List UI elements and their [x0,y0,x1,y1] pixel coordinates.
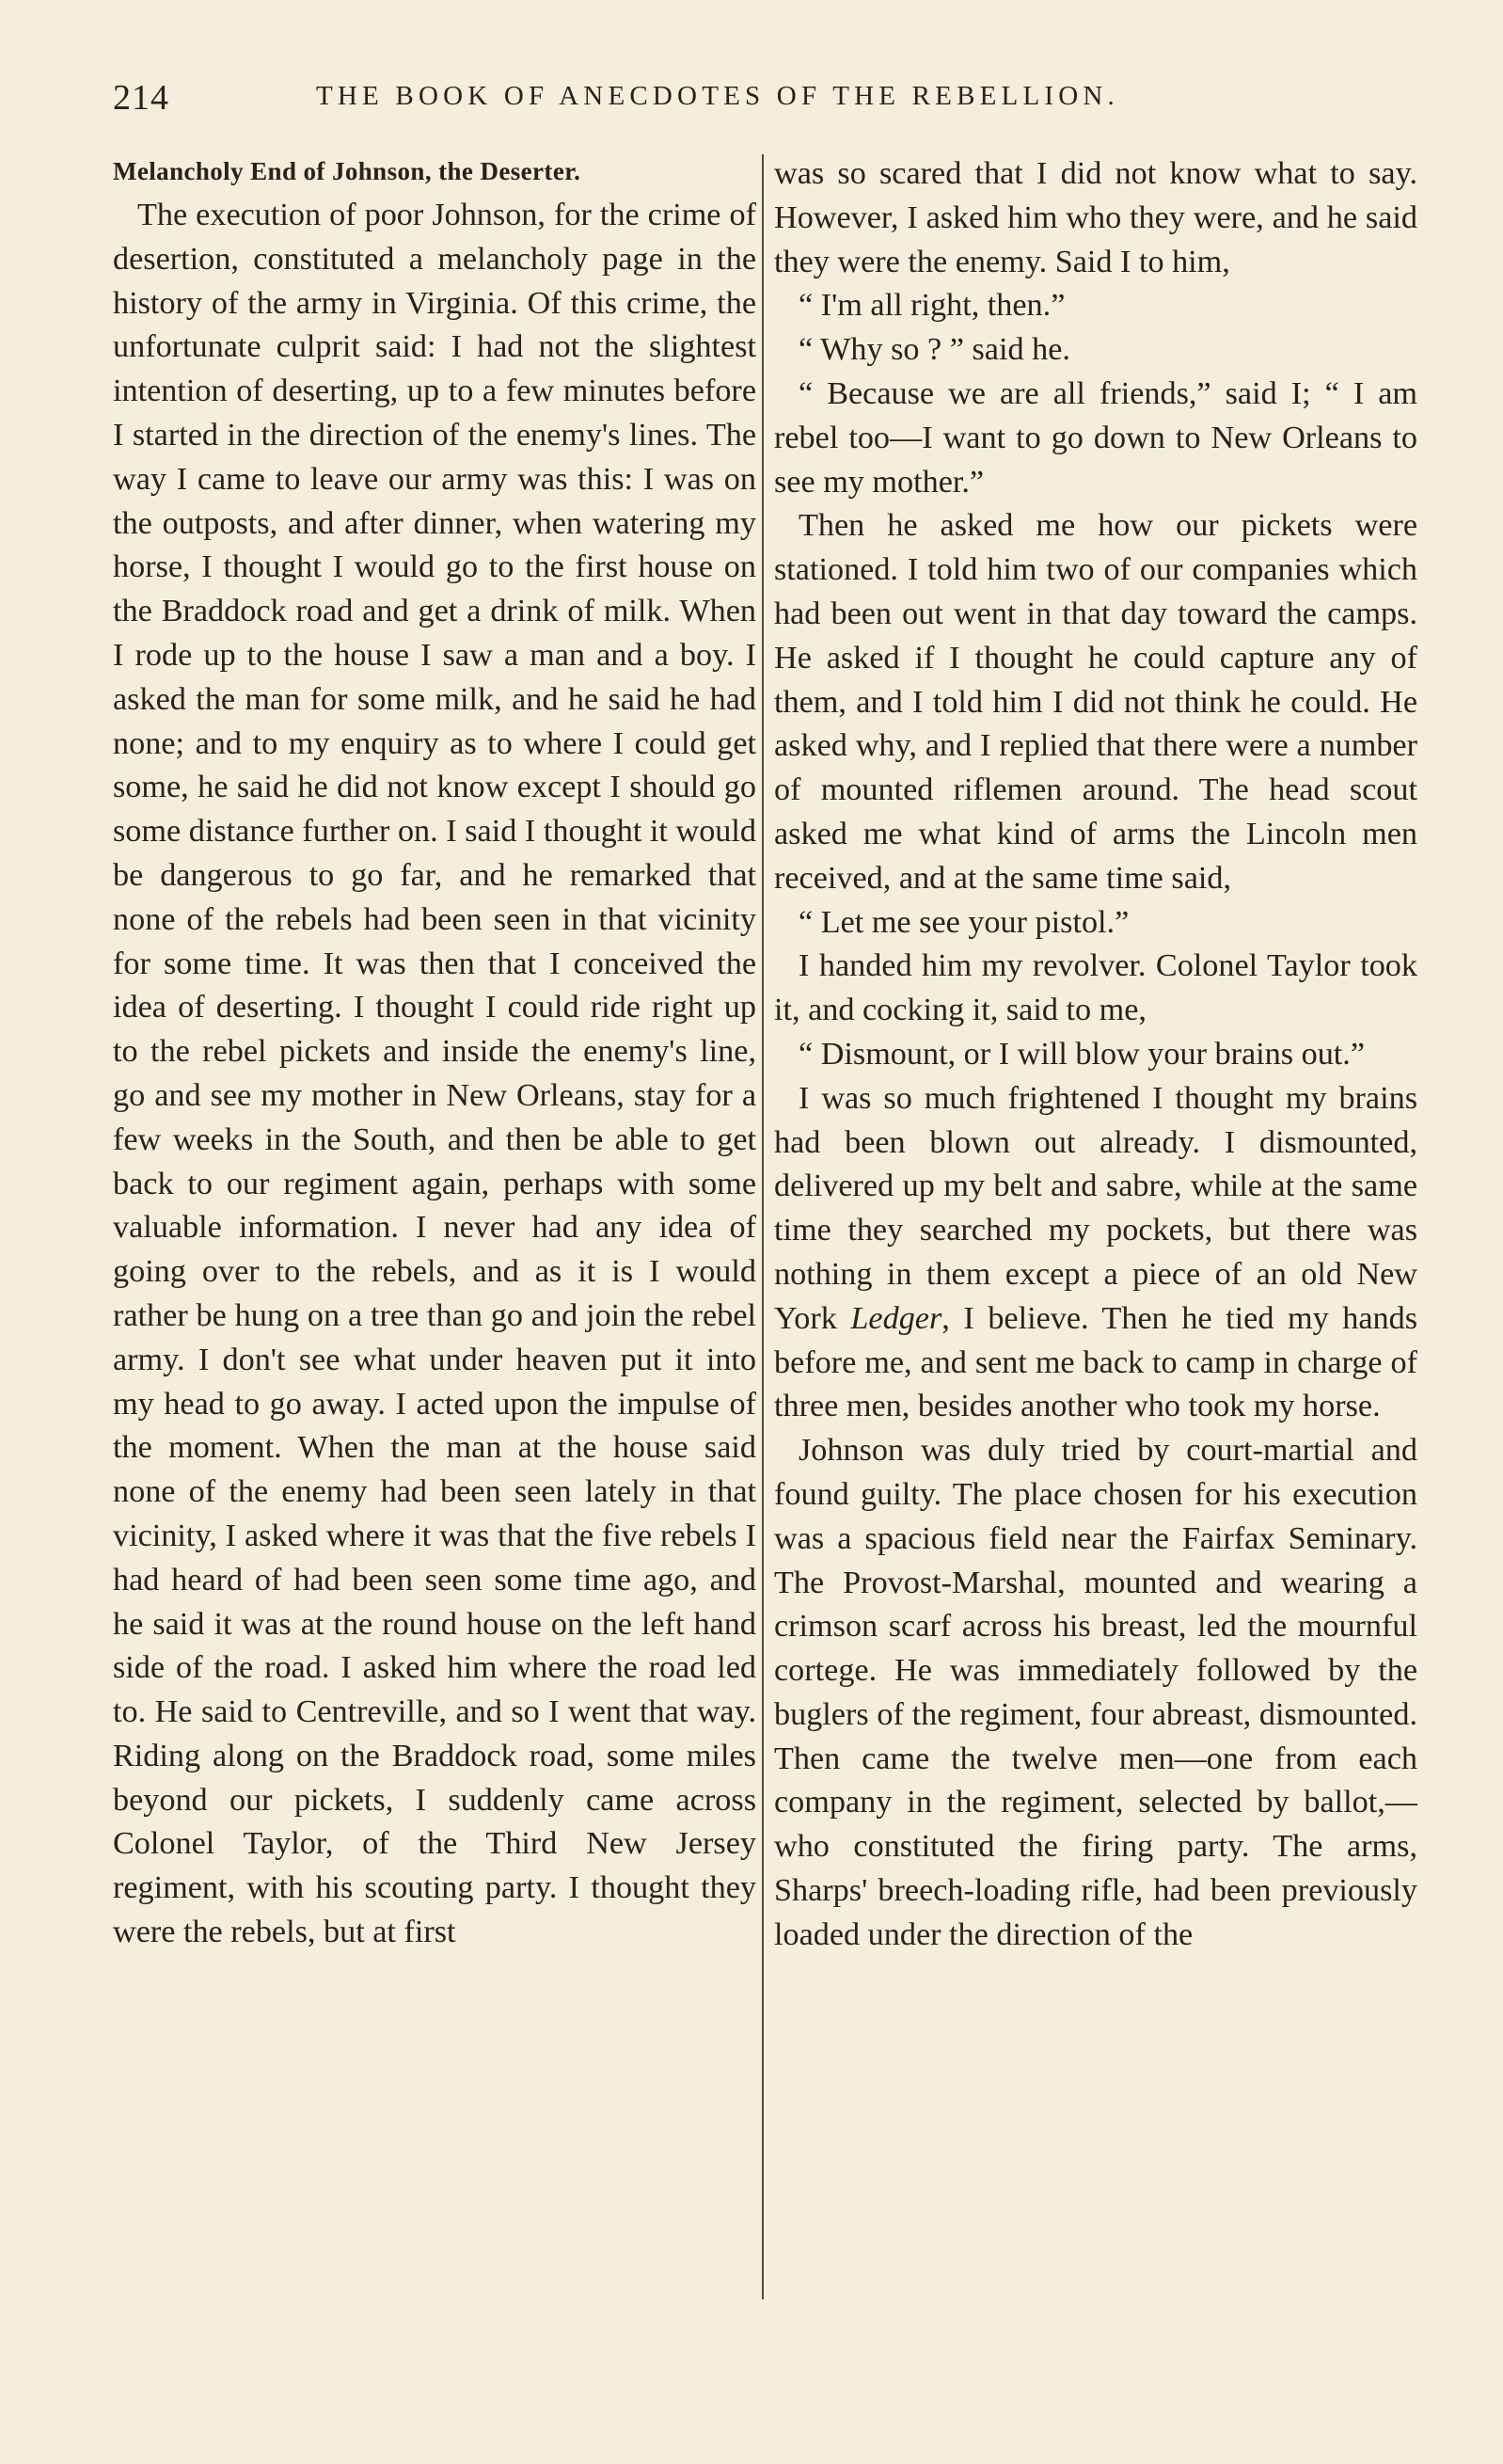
running-title: THE BOOK OF ANECDOTES OF THE REBELLION. [316,81,1119,111]
quote-pistol: “ Let me see your pistol.” [799,904,1130,940]
paragraph-frightened [774,1077,1417,1429]
paragraph-frightened-text: I was so much frightened I thought my brains had been blown out already. I dismounted, delivered up my belt and sabre, while at the same time they searched my pockets, but there was nothing in them except a piece of an old New York [774,1080,1417,1336]
quote-because-friends: “ Because we are all friends,” said I; “ I am rebel too—I want to go down to New Orleans to see my mother.” [774,375,1417,500]
left-column [113,152,756,1955]
paragraph-continued: was so scared that I did not know what to say. However, I asked him who they were, and he said they were the enemy. Said I to him, [774,156,1417,279]
paragraph-revolver: I handed him my revolver. Colonel Taylor took it, and cocking it, said to me, [774,948,1417,1028]
paragraph-execution: Johnson was duly tried by court-martial and found guilty. The place chosen for his execution was a spacious field near the Fairfax Seminary. The Provost-Marshal, mounted and wearing a crimson scarf across his breast, led the mournful cortege. He was immediately followed by the buglers of the regiment, four abreast, dismounted. Then came the twelve men—one from each company in the regiment, selected by ballot,—who constituted the firing party. The arms, Sharps' breech-loading rifle, had been previously loaded under the direction of the [774,1433,1417,1952]
page-header [113,77,1411,124]
paragraph-frightened-end: , I believe. Then he tied my hands before me, and sent me back to camp in charge of three men, besides another who took my horse. [774,1300,1417,1424]
ledger-italic: Ledger [850,1300,942,1336]
right-column [774,152,1417,1958]
quote-dismount: “ Dismount, or I will blow your brains out.” [799,1036,1366,1072]
paragraph-pickets: Then he asked me how our pickets were stationed. I told him two of our companies which had been out went in that day toward the camps. He asked if I thought he could capture any of them, and I told him I did not think he could. He asked why, and I replied that there were a number of mounted riflemen around. The head scout asked me what kind of arms the Lincoln men received, and at the same time said, [774,508,1417,896]
quote-all-right: “ I'm all right, then.” [799,288,1066,324]
column-divider [762,154,764,2299]
page-number: 214 [113,78,169,118]
paragraph-johnson-account: The execution of poor Johnson, for the crime of desertion, constituted a melancholy page in the history of the army in Virginia. Of this crime, the unfortunate culprit said: I had not the slightest intention of deserting, up to a few minutes before I started in the direction of the enemy's lines. The way I came to leave our army was this: I was on the outposts, and after dinner, when watering my horse, I thought I would go to the first house on the Braddock road and get a drink of milk. When I rode up to the house I saw a man and a boy. I asked the man for some milk, and he said he had none; and to my enquiry as to where I could get some, he said he did not know except I should go some distance further on. I said I thought it would be dangerous to go far, and he remarked that none of the rebels had been seen in that vicinity for some time. It was then that I conceived the idea of deserting. I thought I could ride right up to the rebel pickets and inside the enemy's line, go and see my mother in New Orleans, stay for a few weeks in the South, and then be able to get back to our regiment again, perhaps with some valuable information. I never had any idea of going over to the rebels, and as it is I would rather be hung on a tree than go and join the rebel army. I don't see what under heaven put it into my head to go away. I acted upon the impulse of the moment. When the man at the house said none of the enemy had been seen lately in that vicinity, I asked where it was that the five rebels I had heard of had been seen some time ago, and he said it was at the round house on the left hand side of the road. I asked him where the road led to. He said to Centreville, and so I went that way. Riding along on the Braddock road, some miles beyond our pickets, I suddenly came across Colonel Taylor, of the Third New Jersey regiment, with his scouting party. I thought they were the rebels, but at first [113,198,756,1950]
quote-why-so: “ Why so ? ” said he. [799,332,1070,368]
section-heading: Melancholy End of Johnson, the Deserter. [113,157,581,185]
